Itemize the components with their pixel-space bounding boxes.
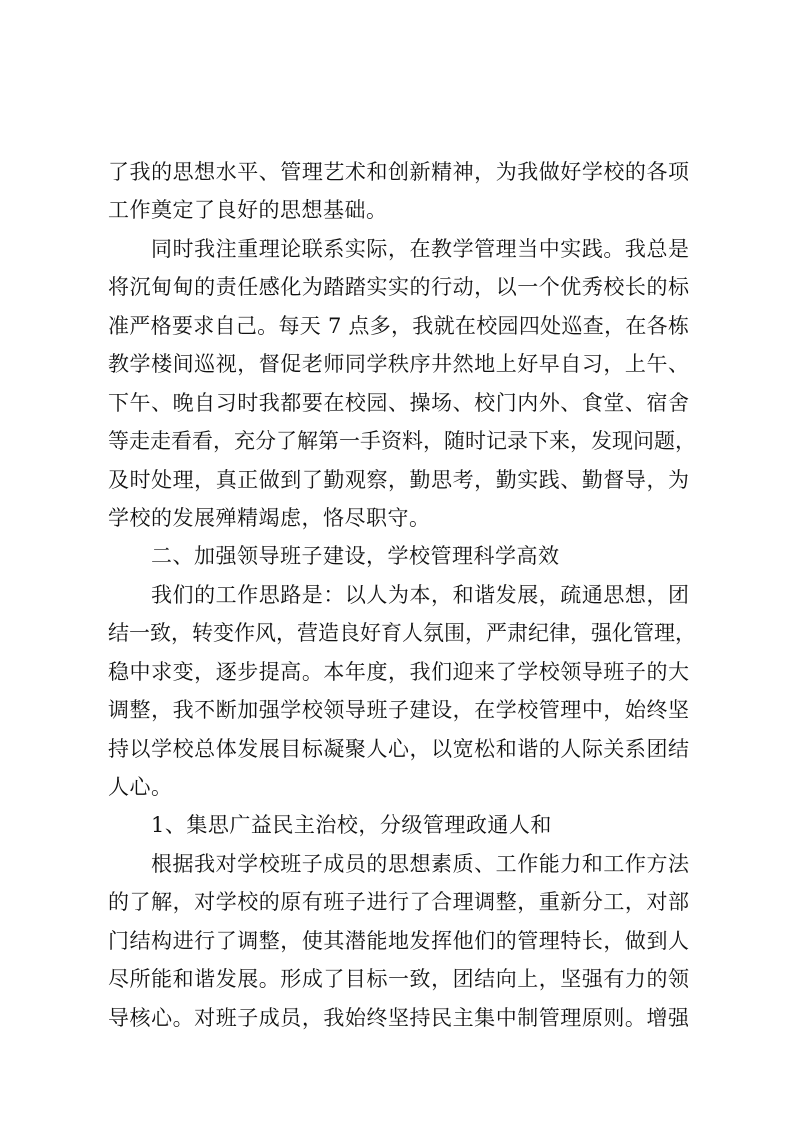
text-line: 二、加强领导班子建设，学校管理科学高效	[151, 544, 560, 569]
text-line: 的了解，对学校的原有班子进行了合理调整，重新分工，对部	[108, 890, 689, 915]
text-line: 了我的思想水平、管理艺术和创新精神，为我做好学校的各项	[108, 160, 689, 184]
text-line: 导核心。对班子成员，我始终坚持民主集中制管理原则。增强	[108, 1005, 689, 1030]
text-line: 我们的工作思路是：以人为本，和谐发展，疏通思想，团	[151, 582, 689, 607]
text-line: 1、集思广益民主治校，分级管理政通人和	[151, 813, 552, 838]
text-line: 下午、晚自习时我都要在校园、操场、校门内外、食堂、宿舍	[108, 390, 689, 415]
text-line: 结一致，转变作风，营造良好育人氛围，严肃纪律，强化管理，	[108, 621, 696, 646]
text-line: 门结构进行了调整，使其潜能地发挥他们的管理特长，做到人	[108, 928, 689, 953]
text-line: 人心。	[108, 775, 173, 799]
text-line: 将沉甸甸的责任感化为踏踏实实的行动，以一个优秀校长的标	[108, 275, 689, 300]
text-line: 同时我注重理论联系实际，在教学管理当中实践。我总是	[151, 236, 689, 261]
text-line: 学校的发展殚精竭虑，恪尽职守。	[108, 505, 431, 530]
text-line: 教学楼间巡视，督促老师同学秩序井然地上好早自习，上午、	[108, 352, 689, 377]
text-line: 稳中求变，逐步提高。本年度，我们迎来了学校领导班子的大	[108, 659, 689, 684]
text-line: 调整，我不断加强学校领导班子建设，在学校管理中，始终坚	[108, 698, 689, 723]
document-page	[108, 153, 696, 1037]
text-line: 工作奠定了良好的思想基础。	[108, 198, 388, 223]
text-line: 及时处理，真正做到了勤观察，勤思考，勤实践、勤督导，为	[108, 467, 689, 492]
text-line: 持以学校总体发展目标凝聚人心，以宽松和谐的人际关系团结	[108, 736, 689, 761]
text-line: 准严格要求自己。每天 7 点多，我就在校园四处巡查，在各栋	[108, 313, 689, 338]
text-line: 等走走看看，充分了解第一手资料，随时记录下来，发现问题，	[108, 429, 696, 454]
text-line: 尽所能和谐发展。形成了目标一致，团结向上，坚强有力的领	[108, 967, 689, 992]
text-line: 根据我对学校班子成员的思想素质、工作能力和工作方法	[151, 851, 689, 876]
